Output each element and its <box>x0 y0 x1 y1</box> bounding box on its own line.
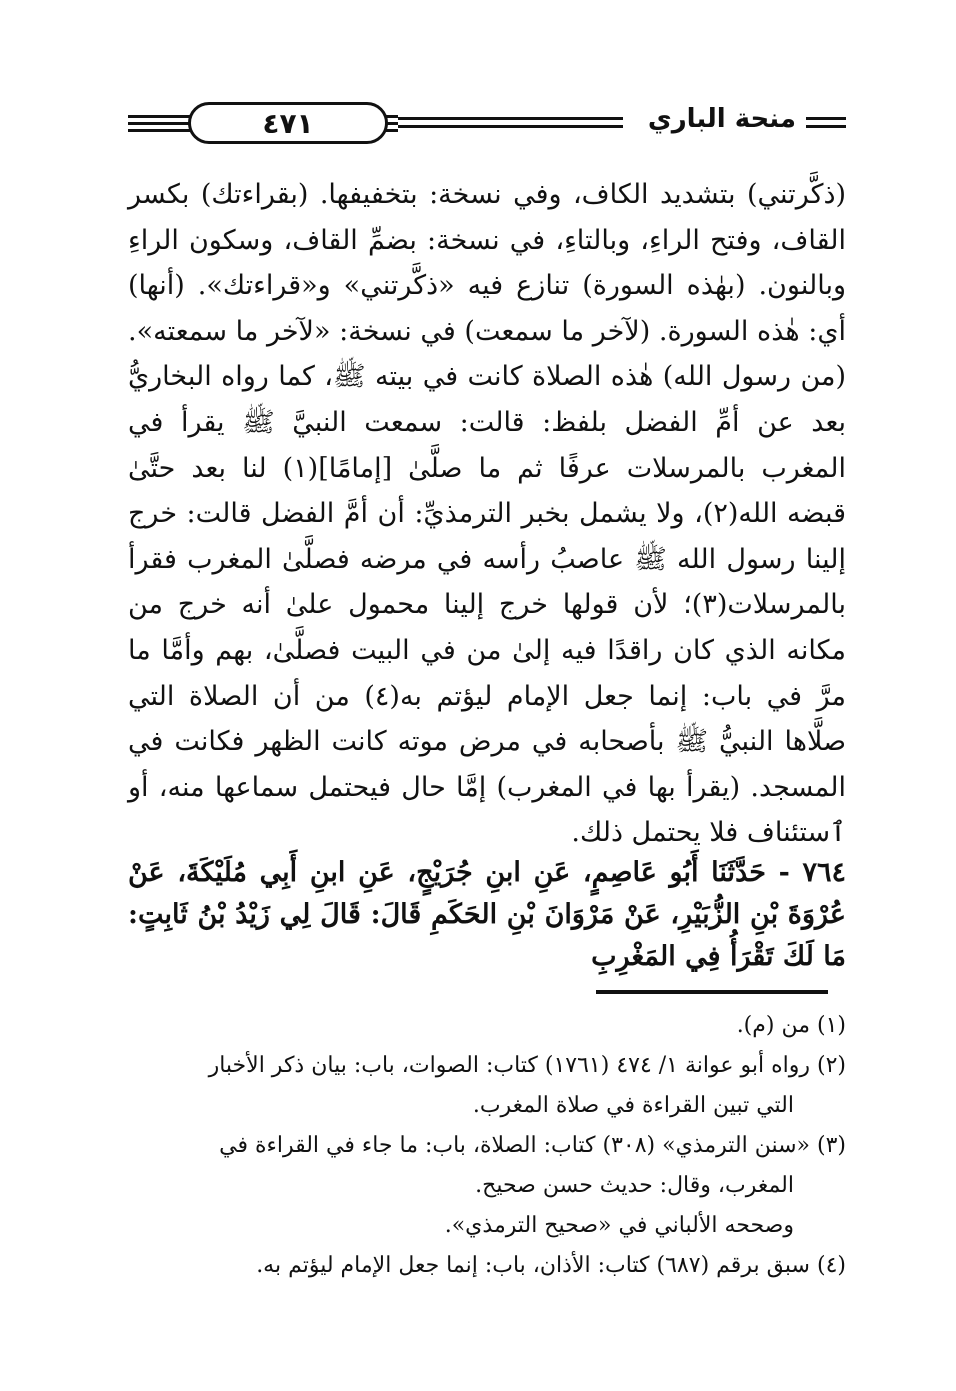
footnote-3: (٣) «سنن الترمذي» (٣٠٨) كتاب: الصلاة، باب: ما جاء في القراءة في <box>219 1133 846 1158</box>
footnotes <box>128 1006 846 1286</box>
footnote-4: (٤) سبق برقم (٦٨٧) كتاب: الأذان، باب: إنما جعل الإمام ليؤتم به. <box>256 1253 846 1278</box>
header-rule-middle-top <box>398 117 623 120</box>
footnote-2-continuation: التي تبين القراءة في صلاة المغرب. <box>472 1093 794 1118</box>
header-rule-middle-bottom <box>398 125 623 128</box>
footnote-3-continuation: المغرب، وقال: حديث حسن صحيح. <box>475 1173 794 1198</box>
footnote-separator <box>596 990 828 994</box>
commentary-paragraph: (ذكَّرتني) بتشديد الكاف، وفي نسخة: بتخفيفها. (بقراءتك) بكسر القاف، وفتح الراءِ، وبالتاءِ، في نسخة: بضمِّ القاف، وسكون الراءِ وبالنون. (بهٰذه السورة) تنازع فيه «ذكَّرتني» و«قراءتك». (أنها) أي: هٰذه السورة. (لآخر ما سمعت) في نسخة: «لآخر ما سمعته». (من رسول الله) هٰذه الصلاة كانت في بيته ﷺ، كما رواه البخاريُّ بعد عن أمِّ الفضل بلفظ: قالت: سمعت النبيَّ ﷺ يقرأ في المغرب بالمرسلات عرفًا ثم ما صلَّىٰ [إمامًا](١) لنا بعد حتَّىٰ قبضه الله(٢)، ولا يشمل بخبر الترمذيِّ: أن أمَّ الفضل قالت: خرج إلينا رسول الله ﷺ عاصبُ رأسه في مرضه فصلَّىٰ المغرب فقرأ بالمرسلات(٣)؛ لأن قولها خرج إلينا محمول علىٰ أنه خرج من مكانه الذي كان راقدًا فيه إلىٰ من في البيت فصلَّىٰ، بهم وأمَّا ما مرَّ في باب: إنما جعل الإمام ليؤتم به(٤) من أن الصلاة التي صلَّاها النبيُّ ﷺ بأصحابه في مرض موته كانت الظهر فكانت في المسجد. (يقرأ بها في المغرب) إمَّا حال فيحتمل سماعها منه، أو ٱستئناف فلا يحتمل ذلك. <box>128 179 847 849</box>
hadith-764: ٧٦٤ - حَدَّثَنَا أَبُو عَاصِمٍ، عَنِ ابنِ جُرَيْجٍ، عَنِ ابنِ أَبِي مُلَيْكَةَ، عَنْ عُرْوَةَ بْنِ الزُّبَيْرِ، عَنْ مَرْوَانَ بْنِ الحَكَمِ قَالَ: قَالَ لِي زَيْدُ بْنُ ثَابِتٍ: مَا لَكَ تَقْرَأُ فِي المَغْرِبِ <box>128 857 846 972</box>
book-title: منحة الباري <box>647 104 796 134</box>
page-header <box>128 100 846 150</box>
page-number: ٤٧١ <box>188 102 388 144</box>
header-rule-right-top <box>806 117 846 120</box>
footnote-1: (١) من (م). <box>736 1013 846 1038</box>
header-rule-right-bottom <box>806 125 846 128</box>
footnote-2: (٢) رواه أبو عوانة ١/ ٤٧٤ (١٧٦١) كتاب: الصوات، باب: بيان ذكر الأخبار <box>208 1053 846 1078</box>
footnote-3-continuation-2: وصححه الألباني في «صحيح الترمذي». <box>444 1213 794 1238</box>
